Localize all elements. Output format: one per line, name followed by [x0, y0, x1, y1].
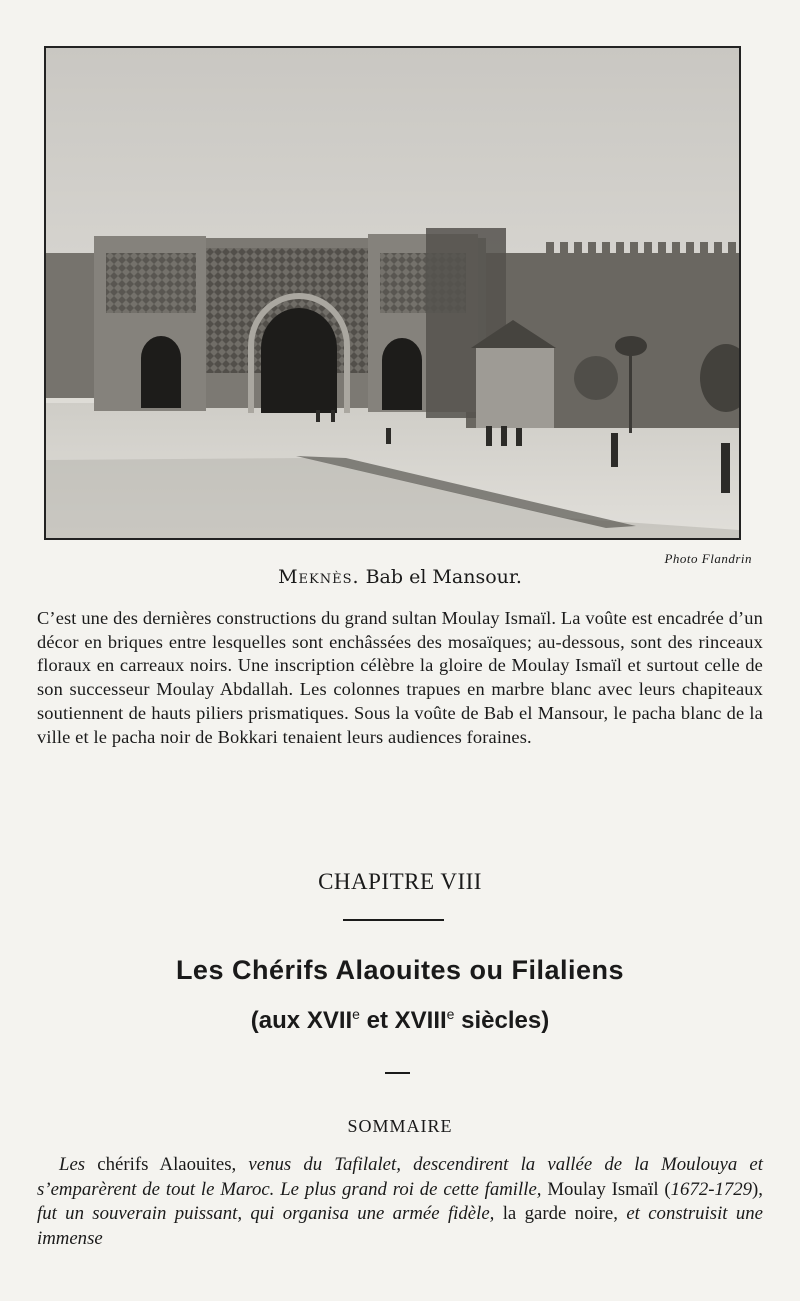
summary-part-1: Les — [59, 1154, 86, 1175]
subtitle-sup-2: e — [446, 1006, 455, 1022]
chapter-subtitle — [0, 1006, 800, 1035]
summary-part-5: 1672-1729 — [670, 1178, 753, 1200]
chapter-title: Les Chérifs Alaouites ou Filaliens — [175, 955, 625, 985]
summary-part-3: venus du Tafilalet, descendirent la vallée de la Moulouya et s’emparèrent de tout le Maroc. Le plus grand roi de cette famille, — [37, 1154, 763, 1200]
subtitle-open: (aux XVII — [250, 1007, 353, 1034]
caption-title — [0, 566, 800, 588]
photo-credit: Photo Flandrin — [664, 551, 752, 566]
title-divider — [385, 1072, 410, 1074]
subtitle-close: siècles) — [454, 1007, 550, 1034]
summary-paragraph — [37, 1153, 763, 1251]
summary-part-7: fut un souverain puissant, qui organisa une armée fidèle, — [37, 1203, 495, 1224]
caption-paragraph: C’est une des dernières constructions du grand sultan Moulay Ismaïl. La voûte est encadrée d’un décor en briques entre lesquelles sont enchâssées des mosaïques; au-dessous, sont des rinceaux floraux en carreaux noirs. Une inscription célèbre la gloire de Moulay Ismaïl et surtout celle de son successeur Moulay Abdallah. Les colonnes trapues en marbre blanc avec leurs chapiteaux soutiennent de hauts piliers prismatiques. Sous la voûte de Bab el Mansour, le pacha blanc de la ville et le pacha noir de Bokkari tenaient leurs audiences foraines. — [37, 608, 763, 747]
summary-heading: SOMMAIRE — [347, 1116, 453, 1136]
chapter-label: CHAPITRE VIII — [318, 869, 482, 894]
gate-photo-illustration — [46, 48, 739, 538]
gate-photograph — [44, 46, 741, 540]
caption-city: Meknès. — [278, 566, 360, 588]
chapter-divider — [343, 919, 444, 921]
caption-body — [37, 607, 763, 749]
summary-body — [37, 1153, 763, 1251]
caption-subject: Bab el Mansour. — [365, 566, 522, 588]
summary-part-4: Moulay Ismaïl ( — [541, 1178, 671, 1200]
summary-part-8: la garde noire, — [494, 1203, 627, 1224]
summary-part-6: ), — [752, 1178, 763, 1200]
summary-part-9: et construisit une immense — [37, 1203, 763, 1249]
subtitle-sup-1: e — [352, 1006, 360, 1022]
subtitle-mid: et XVIII — [359, 1007, 447, 1034]
summary-part-2: chérifs Alaouites, — [85, 1154, 249, 1175]
